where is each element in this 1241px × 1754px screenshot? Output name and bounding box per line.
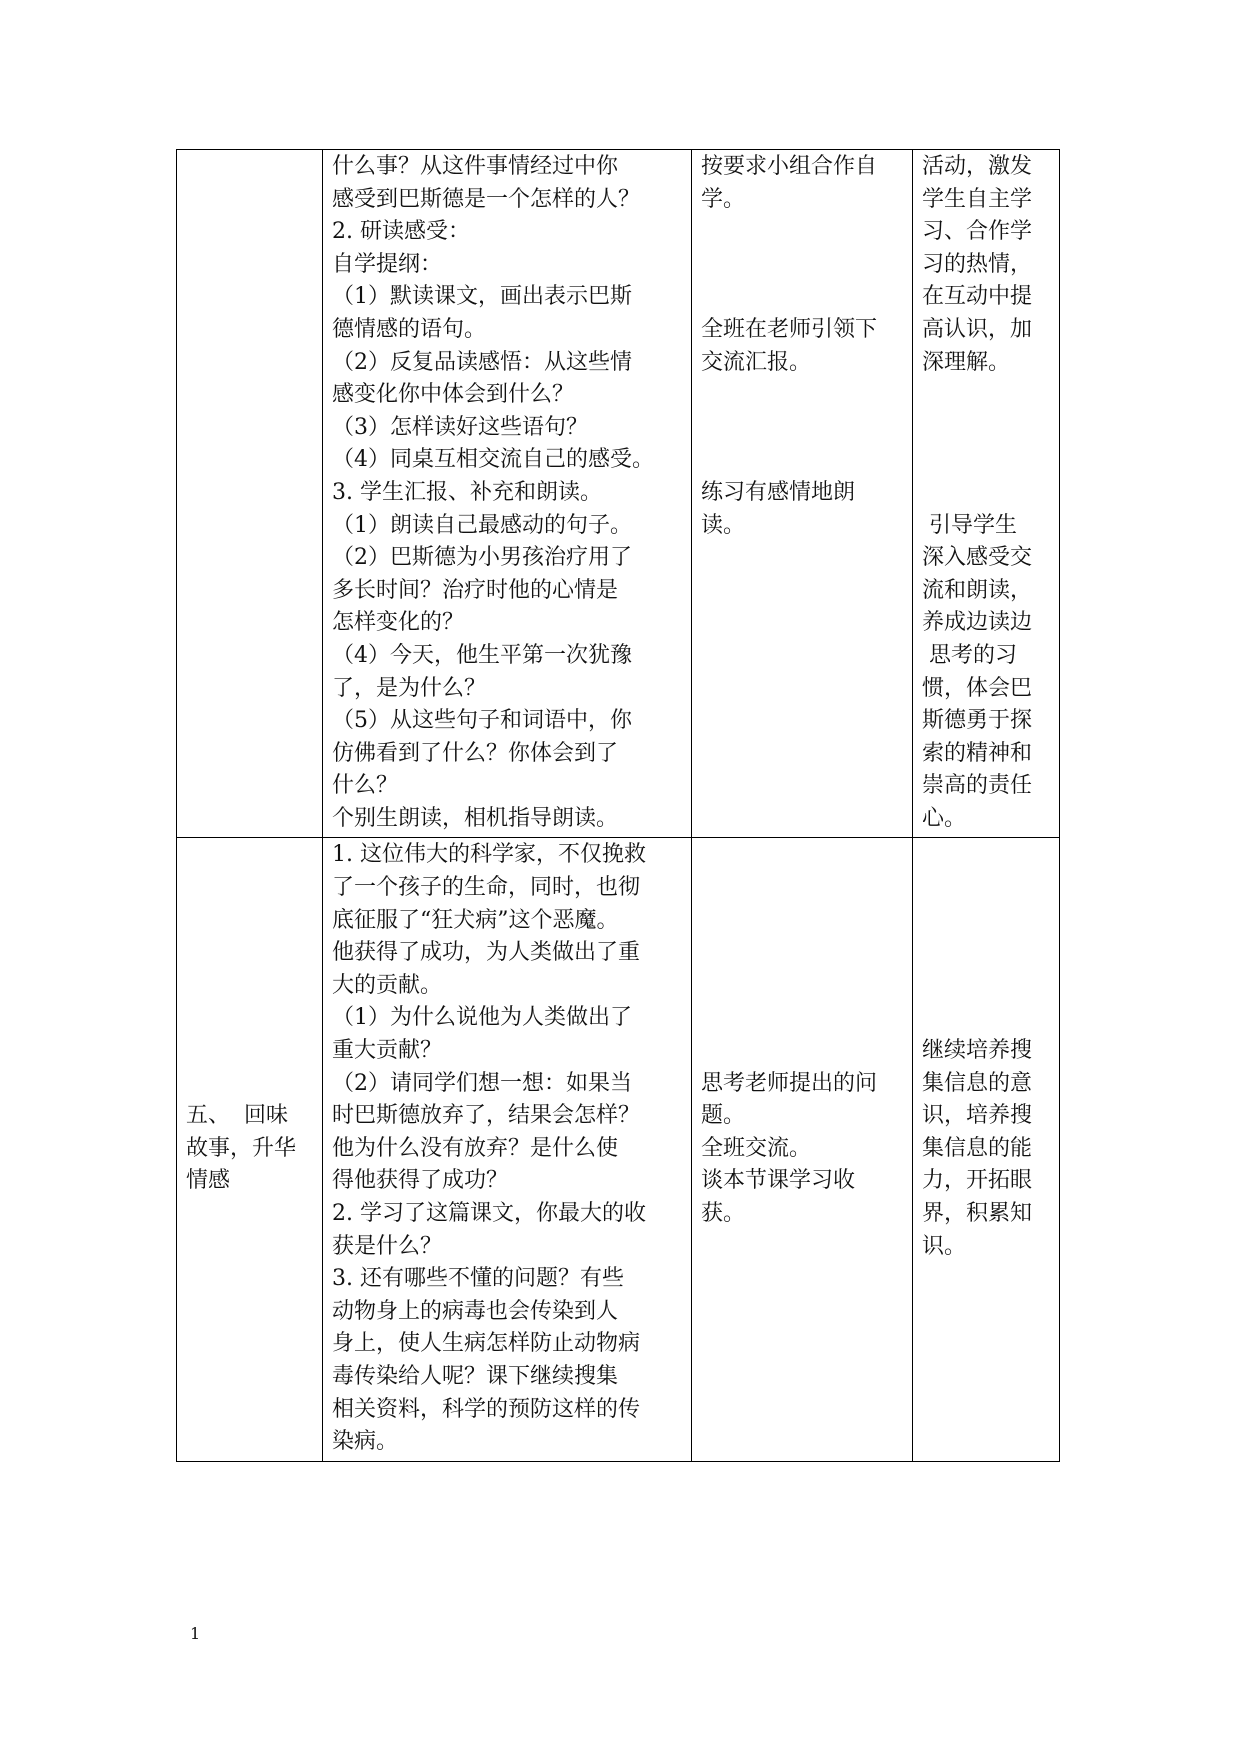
text-line: 得他获得了成功？ bbox=[332, 1168, 509, 1194]
text-line: 相关资料，科学的预防这样的传 bbox=[332, 1396, 641, 1422]
text-line bbox=[701, 412, 904, 445]
table-row bbox=[177, 838, 1060, 1461]
text-line: 多长时间？治疗时他的心情是 bbox=[332, 577, 619, 603]
text-line: 动物身上的病毒也会传染到人 bbox=[332, 1298, 619, 1324]
text-line: 2. 研读感受： bbox=[332, 219, 470, 245]
text-line: 情感 bbox=[186, 1168, 231, 1194]
text-line: 思考的习 bbox=[922, 642, 1017, 668]
text-line: 题。 bbox=[701, 1103, 746, 1129]
text-line bbox=[701, 281, 904, 314]
teaching-process-cell bbox=[323, 838, 692, 1461]
text-line: （2）反复品读感悟：从这些情 bbox=[332, 349, 632, 375]
text-line: 什么事？从这件事情经过中你 bbox=[332, 154, 619, 179]
text-line: 练习有感情地朗 bbox=[701, 479, 856, 505]
text-line: （5）从这些句子和词语中，你 bbox=[332, 708, 632, 734]
text-line: 获。 bbox=[701, 1201, 746, 1226]
text-line: 斯德勇于探 bbox=[922, 708, 1033, 734]
text-line: 身上，使人生病怎样防止动物病 bbox=[332, 1331, 641, 1357]
text-line bbox=[701, 249, 904, 282]
text-line bbox=[922, 412, 1051, 445]
text-line: 习的热情， bbox=[922, 251, 1033, 277]
design-intent-cell bbox=[913, 838, 1060, 1461]
text-line: 故事，升华 bbox=[186, 1135, 297, 1161]
text-line: 仿佛看到了什么？你体会到了 bbox=[332, 740, 619, 766]
text-line: （1）默读课文，画出表示巴斯 bbox=[332, 284, 632, 310]
text-line: 交流汇报。 bbox=[701, 349, 812, 375]
text-line bbox=[701, 216, 904, 249]
text-line: 深理解。 bbox=[922, 349, 1011, 375]
text-line: 感受到巴斯德是一个怎样的人？ bbox=[332, 186, 641, 212]
text-line bbox=[922, 444, 1051, 477]
text-line: （1）为什么说他为人类做出了 bbox=[332, 1005, 632, 1031]
text-line: 毒传染给人呢？课下继续搜集 bbox=[332, 1363, 619, 1389]
text-line: 识。 bbox=[922, 1233, 967, 1259]
text-line: 3. 还有哪些不懂的问题？有些 bbox=[332, 1266, 624, 1292]
text-line: 集信息的能 bbox=[922, 1135, 1033, 1161]
text-line: 3. 学生汇报、补充和朗读。 bbox=[332, 479, 602, 505]
text-line: 流和朗读， bbox=[922, 577, 1033, 603]
design-intent-cell bbox=[913, 150, 1060, 838]
text-line: 活动，激发 bbox=[922, 154, 1033, 179]
text-line: 索的精神和 bbox=[922, 740, 1033, 766]
text-line: 五、 回味 bbox=[186, 1103, 288, 1129]
text-line: 读。 bbox=[701, 512, 746, 538]
text-line: 引导学生 bbox=[922, 512, 1017, 538]
text-line bbox=[701, 444, 904, 477]
text-line: 全班在老师引领下 bbox=[701, 316, 878, 342]
text-line: 他获得了成功，为人类做出了重 bbox=[332, 940, 641, 966]
text-line: 惯，体会巴 bbox=[922, 675, 1033, 701]
lesson-plan-table bbox=[176, 149, 1060, 1462]
text-line: 重大贡献？ bbox=[332, 1038, 443, 1064]
text-line: 深入感受交 bbox=[922, 545, 1033, 571]
text-line: 时巴斯德放弃了，结果会怎样？ bbox=[332, 1103, 641, 1129]
text-line: 习、合作学 bbox=[922, 219, 1033, 245]
text-line: 谈本节课学习收 bbox=[701, 1168, 856, 1194]
text-line: 获是什么？ bbox=[332, 1233, 443, 1259]
text-line: 1. 这位伟大的科学家，不仅挽救 bbox=[332, 842, 646, 868]
text-line: （2）巴斯德为小男孩治疗用了 bbox=[332, 545, 632, 571]
text-line: 了一个孩子的生命，同时，也彻 bbox=[332, 875, 641, 901]
student-activity-cell bbox=[692, 150, 913, 838]
page-number: 1 bbox=[190, 1624, 201, 1643]
text-line: 学生自主学 bbox=[922, 186, 1033, 212]
text-line: （4）今天，他生平第一次犹豫 bbox=[332, 642, 632, 668]
text-line bbox=[922, 477, 1051, 510]
text-line: （4）同桌互相交流自己的感受。 bbox=[332, 447, 654, 473]
stage-cell bbox=[177, 150, 323, 838]
text-line: 心。 bbox=[922, 805, 967, 831]
text-line: 按要求小组合作自 bbox=[701, 154, 878, 179]
text-line: 怎样变化的？ bbox=[332, 610, 465, 636]
text-line: （3）怎样读好这些语句？ bbox=[332, 414, 588, 440]
text-line: 集信息的意 bbox=[922, 1070, 1033, 1096]
text-line: 养成边读边 bbox=[922, 610, 1033, 636]
student-activity-cell bbox=[692, 838, 913, 1461]
text-line: （2）请同学们想一想：如果当 bbox=[332, 1070, 632, 1096]
text-line bbox=[922, 379, 1051, 412]
text-line: 感变化你中体会到什么？ bbox=[332, 382, 575, 408]
text-line: 崇高的责任 bbox=[922, 773, 1033, 799]
text-line: 高认识，加 bbox=[922, 316, 1033, 342]
text-line: 在互动中提 bbox=[922, 284, 1033, 310]
text-line: 染病。 bbox=[332, 1429, 399, 1455]
text-line: 识，培养搜 bbox=[922, 1103, 1033, 1129]
text-line: 自学提纲： bbox=[332, 251, 443, 277]
text-line: 他为什么没有放弃？是什么使 bbox=[332, 1135, 619, 1161]
teaching-process-cell bbox=[323, 150, 692, 838]
text-line: 力，开拓眼 bbox=[922, 1168, 1033, 1194]
text-line: 继续培养搜 bbox=[922, 1038, 1033, 1064]
text-line: 什么？ bbox=[332, 773, 399, 799]
text-line: 全班交流。 bbox=[701, 1135, 812, 1161]
text-line: 德情感的语句。 bbox=[332, 316, 487, 342]
text-line: 了，是为什么？ bbox=[332, 675, 487, 701]
text-line: 个别生朗读，相机指导朗读。 bbox=[332, 805, 619, 831]
text-line: （1）朗读自己最感动的句子。 bbox=[332, 512, 632, 538]
stage-cell bbox=[177, 838, 323, 1461]
text-line: 大的贡献。 bbox=[332, 972, 443, 998]
text-line bbox=[701, 379, 904, 412]
text-line: 底征服了“狂犬病”这个恶魔。 bbox=[332, 907, 619, 933]
text-line: 界，积累知 bbox=[922, 1201, 1033, 1226]
text-line: 学。 bbox=[701, 186, 746, 212]
text-line: 2. 学习了这篇课文，你最大的收 bbox=[332, 1201, 646, 1226]
table-row bbox=[177, 150, 1060, 838]
text-line: 思考老师提出的问 bbox=[701, 1070, 878, 1096]
